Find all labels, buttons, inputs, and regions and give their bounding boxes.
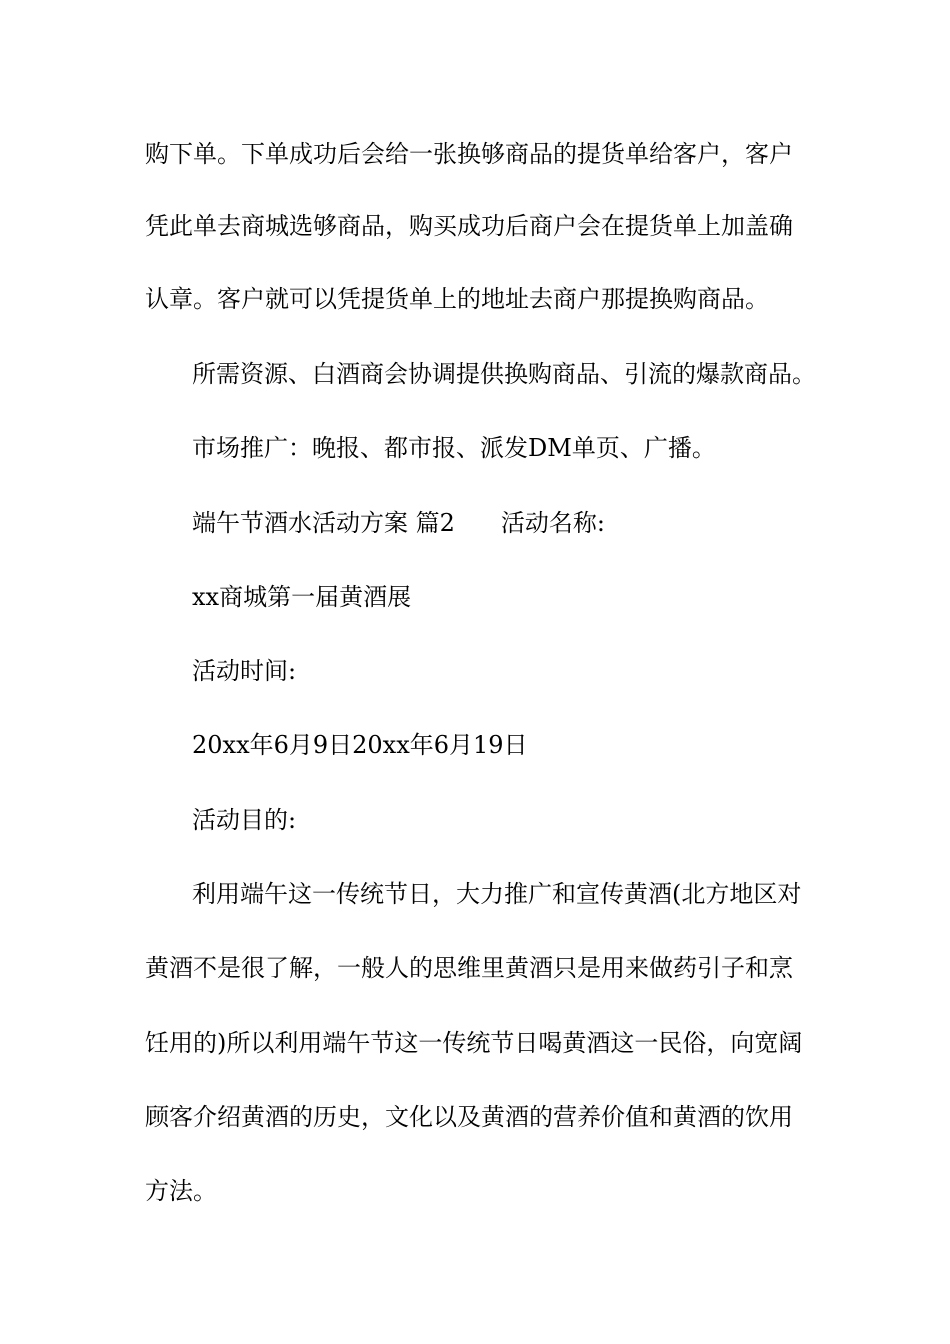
section-heading: 端午节酒水活动方案 篇2 (192, 509, 455, 537)
paragraph-line: 所需资源、白酒商会协调提供换购商品、引流的爆款商品。 (192, 360, 816, 388)
section-heading-line (192, 505, 872, 541)
paragraph-line: 市场推广：晚报、都市报、派发DM单页、广播。 (192, 434, 716, 462)
activity-time-label: 活动时间: (192, 657, 297, 685)
paragraph-line: 方法。 (145, 1177, 217, 1205)
activity-name-label: 活动名称: (500, 509, 605, 537)
paragraph-line: 黄酒不是很了解，一般人的思维里黄酒只是用来做药引子和烹 (145, 954, 793, 982)
paragraph-line: 购下单。下单成功后会给一张换够商品的提货单给客户，客户 (145, 140, 793, 168)
paragraph-line: 凭此单去商城选够商品，购买成功后商户会在提货单上加盖确 (145, 212, 793, 240)
paragraph-line: 顾客介绍黄酒的历史，文化以及黄酒的营养价值和黄酒的饮用 (145, 1103, 793, 1131)
activity-time-value: 20xx年6月9日20xx年6月19日 (192, 731, 528, 759)
activity-goal-label: 活动目的: (192, 806, 297, 834)
paragraph-line: 利用端午这一传统节日，大力推广和宣传黄酒(北方地区对 (192, 880, 802, 908)
activity-name-value: xx商城第一届黄酒展 (192, 583, 412, 611)
paragraph-line: 饪用的)所以利用端午节这一传统节日喝黄酒这一民俗，向宽阔 (145, 1029, 803, 1057)
paragraph-line: 认章。客户就可以凭提货单上的地址去商户那提换购商品。 (145, 285, 769, 313)
